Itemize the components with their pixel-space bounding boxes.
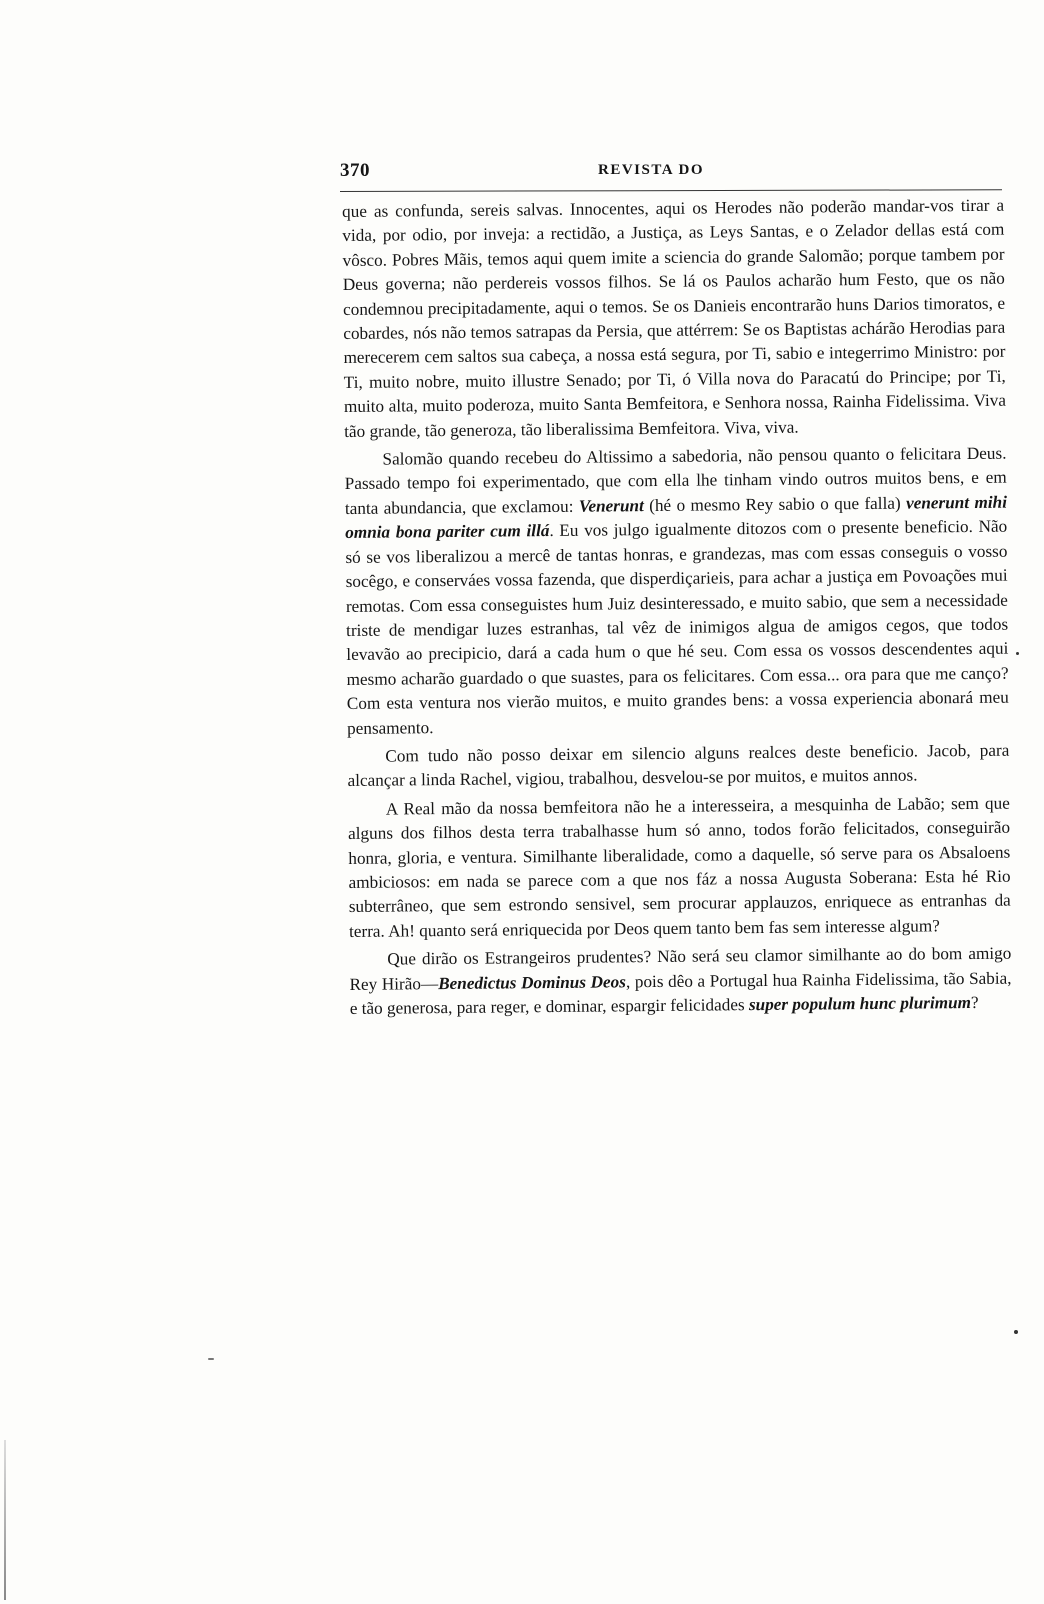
paragraph: [342, 194, 1006, 444]
page-header: [340, 160, 1005, 192]
text-run: . Eu vos julgo igualmente ditozos com o presente beneficio. Não só se vos liberalizou a mercê de tantas honras, e grandezas, mas com essas conseguis o vosso socêgo, e conserváes vossa fazenda, que disperdiçarieis, para achar a justiça em Povoações mui remotas. Com essa conseguistes hum Juiz desinteressado, e muito sabio, que sem a necessidade triste de mendigar luzes estranhas, tal vêz de inimigos algua de amigos cegos, que todos levavão ao precipicio, dará a cada hum o que hé seu. Com essa os vossos descendentes aqui mesmo acharão guardado o que suastes, para os felicitares. Com essa... ora para que me canço? Com esta ventura nos vierão muitos, e muito grandes bens: a vossa experiencia abonará meu pensamento.: [345, 516, 1009, 738]
text-run: Com tudo não posso deixar em silencio alguns realces deste beneficio. Jacob, para alcançar a linda Rachel, vigiou, trabalhou, desvelou-se por muitos, e muitos annos.: [347, 740, 1010, 791]
paragraph: [347, 739, 1009, 794]
latin-quote: super populum hunc plurimum: [748, 992, 972, 1015]
text-run: ?: [970, 992, 979, 1012]
running-head: REVISTA DO: [598, 162, 704, 178]
paragraph: [348, 791, 1011, 944]
body-text: [342, 194, 1012, 1026]
paragraph: [344, 442, 1009, 741]
page-number: 370: [340, 160, 370, 181]
text-run: que as confunda, sereis salvas. Innocentes, aqui os Herodes não poderão mandar-vos tirar a vida, por odio, por inveja: a rectidão, a Justiça, as Leys Santas, e o Zelador dellas está com vôsco. Pobres Mãis, temos aqui quem imite a sciencia do grande Salomão; porque tambem por Deus governa; não perdereis vossos filhos. Se lá os Paulos acharão hum Festo, que os não condemnou precipitadamente, aqui o temos. Se os Danieis encontrarão huns Darios timoratos, e cobardes, nós não temos satrapas da Persia, que attérrem: Se os Baptistas achárão Herodias para merecerem cem saltos sua cabeça, a nossa está segura, por Ti, sabio e integerrimo Ministro: por Ti, muito nobre, muito illustre Senado; por Ti, ó Villa nova do Paracatú do Principe; por Ti, muito alta, muito poderoza, muito Santa Bemfeitora, e Senhora nossa, Rainha Fidelissima. Viva tão grande, tão generoza, tão liberalissima Bemfeitora. Viva, viva.: [342, 195, 1007, 441]
text-run: (hé o mesmo Rey sabio o que falla): [643, 493, 907, 515]
text-run: , pois dêo a Portugal hua Rainha Fidelissima, tão Sabia, e tão generosa, para reger, e dominar, espargir felicidades: [349, 968, 1012, 1018]
latin-quote: venerunt mihi omnia bona pariter cum illá: [345, 492, 1008, 543]
text-run: A Real mão da nossa bemfeitora não he a interesseira, a mesquinha de Labão; sem que alguns dos filhos desta terra trabalhasse hum só anno, todos forão felicitados, conseguirão honra, gloria, e ventura. Similhante liberalidade, como a daquelle, só serve para os Absaloens ambiciosos: em nada se parece com a que nos fáz a nossa Augusta Soberana: Esta hé Rio subterrâneo, que sem estrondo sensivel, sem procurar applauzos, enriquece as entranhas da terra. Ah! quanto será enriquecida por Deos quem tanto bem fas sem interesse algum?: [347, 793, 1011, 941]
paragraph: [349, 942, 1012, 1022]
latin-quote: Benedictus Dominus Deos: [438, 971, 627, 993]
ink-speck: [208, 1358, 214, 1360]
text-run: Salomão quando recebeu do Altissimo a sabedoria, não pensou quanto o felicitara Deus. Passado tempo foi experimentado, que com ella lhe tinham vindo outros muitos bens, e em tanta abundancia, que exclamou:: [344, 443, 1007, 518]
ink-speck: [1014, 1330, 1018, 1334]
ink-speck: [1016, 652, 1019, 655]
latin-quote: Venerunt: [578, 495, 644, 516]
page-edge-shadow: [4, 1440, 6, 1600]
text-run: Que dirão os Estrangeiros prudentes? Não será seu clamor similhante ao do bom amigo Rey Hirão—: [349, 943, 1012, 994]
